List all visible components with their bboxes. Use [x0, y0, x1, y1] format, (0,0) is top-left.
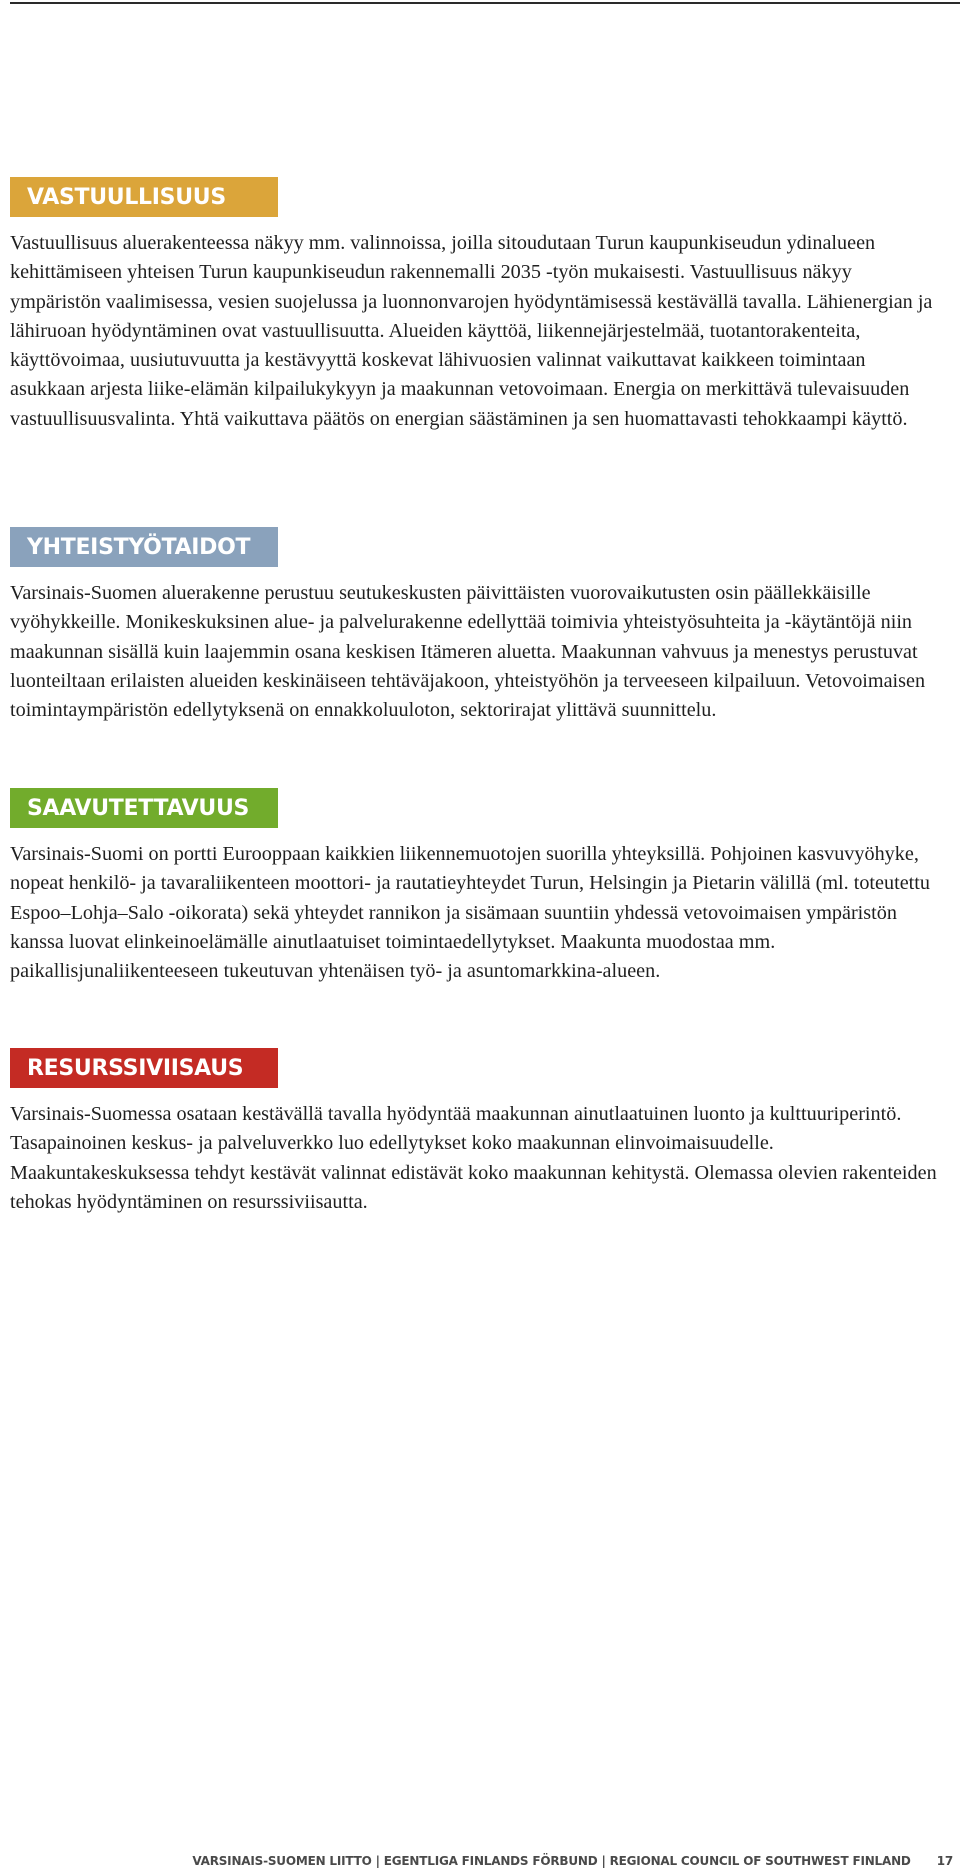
section-body: Varsinais-Suomessa osataan kestävällä tavalla hyödyntää maakunnan ainutlaatuinen luonto ja kulttuuriperintö. Tasapainoinen keskus- ja palveluverkko luo edellytykset koko maakunnan elinvoimaisuudelle. Maakuntakeskuksessa tehdyt kestävät valinnat edistävät koko maakunnan kehitystä. Olemassa olevien rakenteiden tehokas hyödyntäminen on resurssiviisautta.: [10, 1103, 937, 1213]
page-number: 17: [936, 1854, 953, 1868]
section-heading: YHTEISTYÖTAIDOT: [10, 527, 278, 567]
page-footer: [192, 1854, 953, 1868]
section-vastuullisuus: [10, 177, 945, 434]
top-rule: [10, 2, 960, 4]
section-heading: VASTUULLISUUS: [10, 177, 278, 217]
section-heading: SAAVUTETTAVUUS: [10, 788, 278, 828]
section-body: Vastuullisuus aluerakenteessa näkyy mm. valinnoissa, joilla sitoudutaan Turun kaupunkiseudun ydinalueen kehittämiseen yhteisen Turun kaupunkiseudun rakennemalli 2035 -työn mukaisesti. Vastuullisuus näkyy ympäristön vaalimisessa, vesien suojelussa ja luonnonvarojen hyödyntämisessä kestävällä tavalla. Lähienergian ja lähiruoan hyödyntäminen ovat vastuullisuutta. Alueiden käyttöä, liikennejärjestelmää, tuotantorakenteita, käyttövoimaa, uusiutuvuutta ja kestävyyttä koskevat lähivuosien valinnat vaikuttavat kaikkeen toimintaan asukkaan arjesta liike-elämän kilpailukykyyn ja maakunnan vetovoimaan. Energia on merkittävä tulevaisuuden vastuullisuusvalinta. Yhtä vaikuttava päätös on energian säästäminen ja sen huomattavasti tehokkaampi käyttö.: [10, 232, 933, 430]
section-body: Varsinais-Suomen aluerakenne perustuu seutukeskusten päivittäisten vuorovaikutusten osin päällekkäisille vyöhykkeille. Monikeskuksinen alue- ja palvelurakenne edellyttää toimivia yhteistyösuhteita ja -käytäntöjä niin maakunnan sisällä kuin laajemmin osana keskisen Itämeren aluetta. Maakunnan vahvuus ja menestys perustuvat luonteiltaan erilaisten alueiden keskinäiseen tehtäväjakoon, yhteistyöhön ja terveeseen kilpailuun. Vetovoimaisen toimintaympäristön edellytyksenä on ennakkoluuloton, sektorirajat ylittävä suunnittelu.: [10, 582, 926, 722]
section-saavutettavuus: [10, 788, 945, 986]
section-heading: RESURSSIVIISAUS: [10, 1048, 278, 1088]
section-yhteistyotaidot: [10, 527, 945, 725]
section-resurssiviisaus: [10, 1048, 945, 1217]
footer-publisher: VARSINAIS-SUOMEN LIITTO | EGENTLIGA FINLANDS FÖRBUND | REGIONAL COUNCIL OF SOUTHWEST FINLAND: [192, 1854, 911, 1868]
section-body: Varsinais-Suomi on portti Eurooppaan kaikkien liikennemuotojen suorilla yhteyksillä. Pohjoinen kasvuvyöhyke, nopeat henkilö- ja tavaraliikenteen moottori- ja rautatieyhteydet Turun, Helsingin ja Pietarin välillä (ml. toteutettu Espoo–Lohja–Salo -oikorata) sekä yhteydet rannikon ja sisämaan suuntiin yhdessä vetovoimaisen ympäristön kanssa luovat elinkeinoelämälle ainutlaatuiset toimintaedellytykset. Maakunta muodostaa mm. paikallisjunaliikenteeseen tukeutuvan yhtenäisen työ- ja asuntomarkkina-alueen.: [10, 843, 930, 983]
